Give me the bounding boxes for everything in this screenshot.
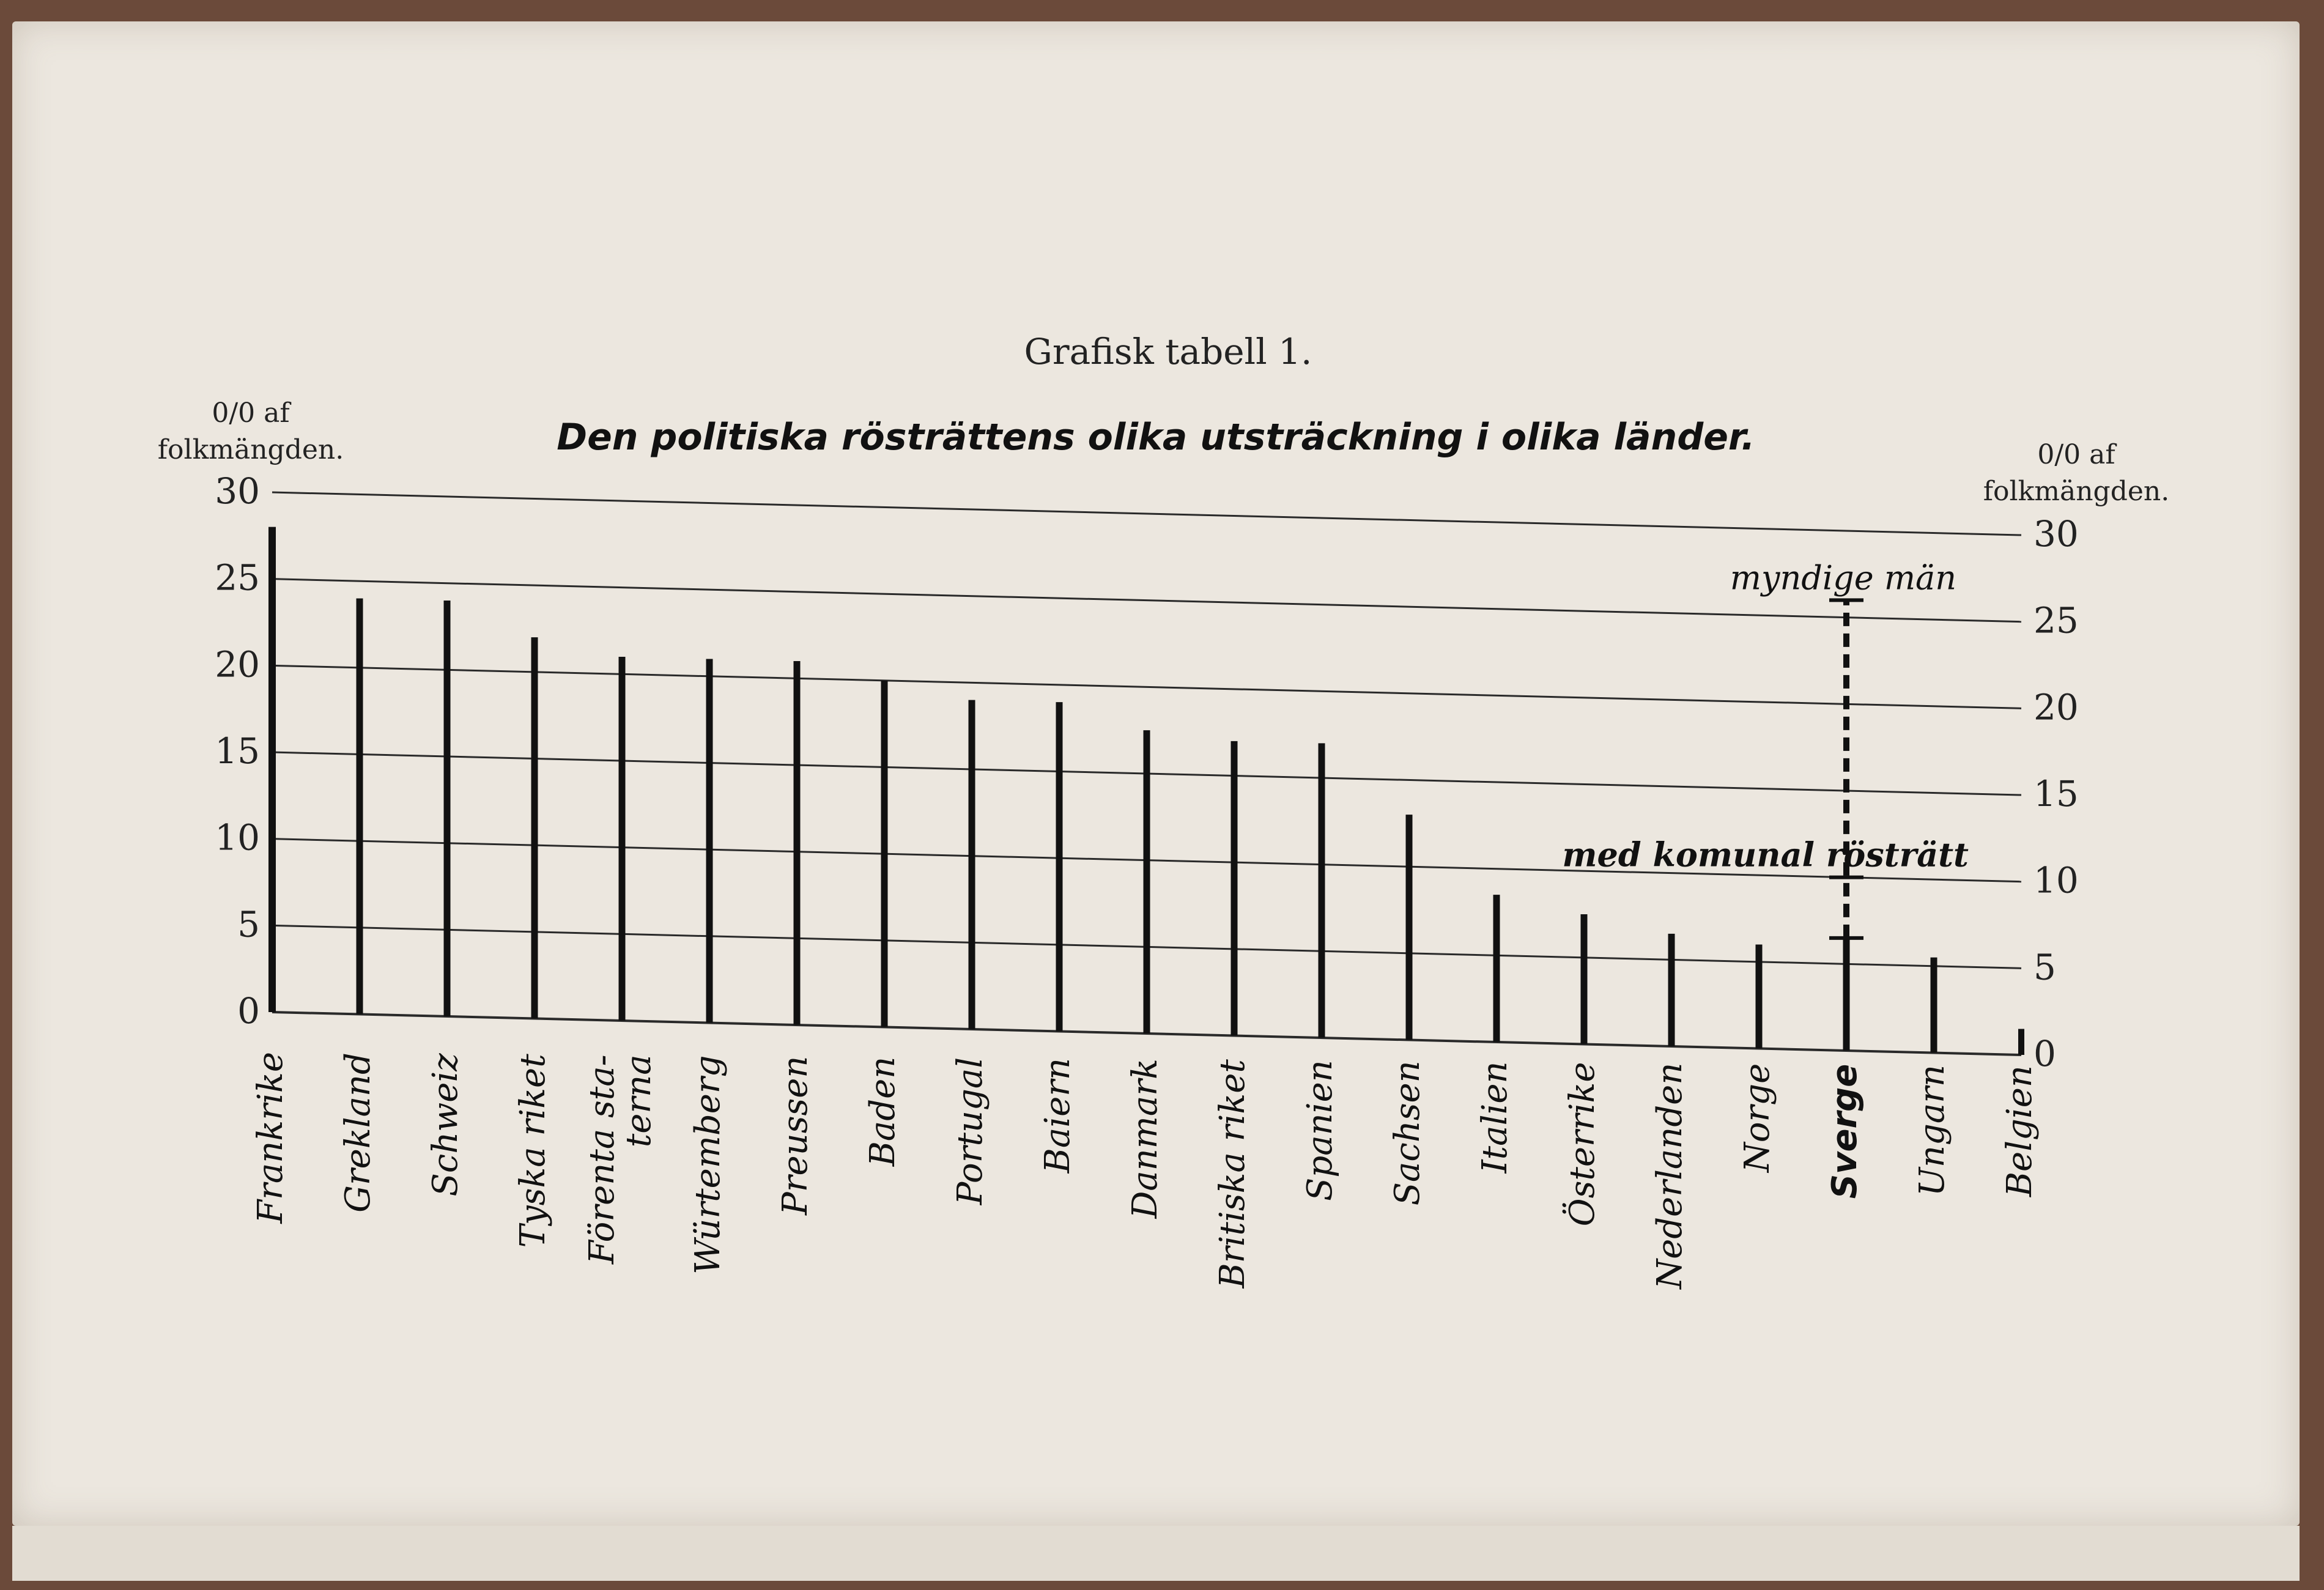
y-ticks-right [2033,513,2079,1074]
x-tick-label: Nederlanden [1650,1062,1690,1289]
y-tick-label-left: 15 [215,730,260,772]
y-tick-label-right: 5 [2033,946,2056,988]
y-ticks-left [215,470,260,1032]
x-tick-labels [251,1052,2040,1290]
myndige-label: myndige män [1730,558,1956,597]
y-unit-right-top: 0/0 af [2037,439,2115,470]
x-tick-label: Preussen [775,1056,815,1215]
x-tick-label: Norge [1737,1063,1777,1173]
x-tick-label: Belgien [2000,1065,2040,1197]
komunal-label: med komunal rösträtt [1562,835,1969,875]
chart-title: Den politiska rösträttens olika utsträckning i olika länder. [557,416,1755,459]
x-tick-label: Baden [863,1056,903,1167]
x-tick-label: Spanien [1300,1060,1340,1201]
x-tick-label: Würtemberg [688,1055,728,1274]
y-tick-label-left: 30 [215,470,260,512]
y-tick-label-left: 0 [237,990,260,1032]
y-tick-label-left: 20 [215,643,260,686]
y-unit-left-top: 0/0 af [212,398,290,429]
y-tick-label-left: 10 [215,816,260,859]
y-tick-label-left: 5 [237,903,260,945]
x-tick-label: Baiern [1038,1057,1078,1174]
y-tick-label-right: 0 [2033,1033,2056,1074]
y-tick-label-right: 10 [2033,859,2079,901]
bars [360,599,1934,1053]
y-tick-label-right: 25 [2033,599,2079,642]
y-unit-left-bottom: folkmängden. [157,434,344,465]
x-tick-label: Portugal [950,1057,990,1205]
x-tick-label: Frankrike [251,1052,290,1224]
x-tick-label: Schweiz [426,1053,465,1197]
y-tick-label-right: 30 [2033,513,2079,555]
y-unit-right-bottom: folkmängden. [1983,476,2170,507]
x-tick-label: Sachsen [1388,1060,1427,1206]
x-tick-label: Tyska riket [513,1054,553,1248]
x-tick-label: Italien [1475,1061,1515,1174]
x-tick-label: Förenta sta- [582,1054,622,1265]
y-tick-label-left: 25 [215,556,260,599]
x-tick-label: Ungarn [1912,1064,1952,1197]
x-tick-label: Österrike [1563,1062,1602,1227]
x-tick-label: Britiska riket [1213,1059,1253,1289]
x-tick-label: Danmark [1125,1059,1165,1219]
y-tick-label-right: 15 [2033,773,2079,815]
x-tick-label: Sverge [1825,1063,1865,1199]
x-tick-label: Grekland [338,1052,378,1213]
table-label: Grafisk tabell 1. [1024,331,1312,372]
gridline-30 [272,492,2021,535]
x-tick-label: terna [619,1054,659,1148]
y-tick-label-right: 20 [2033,686,2079,728]
